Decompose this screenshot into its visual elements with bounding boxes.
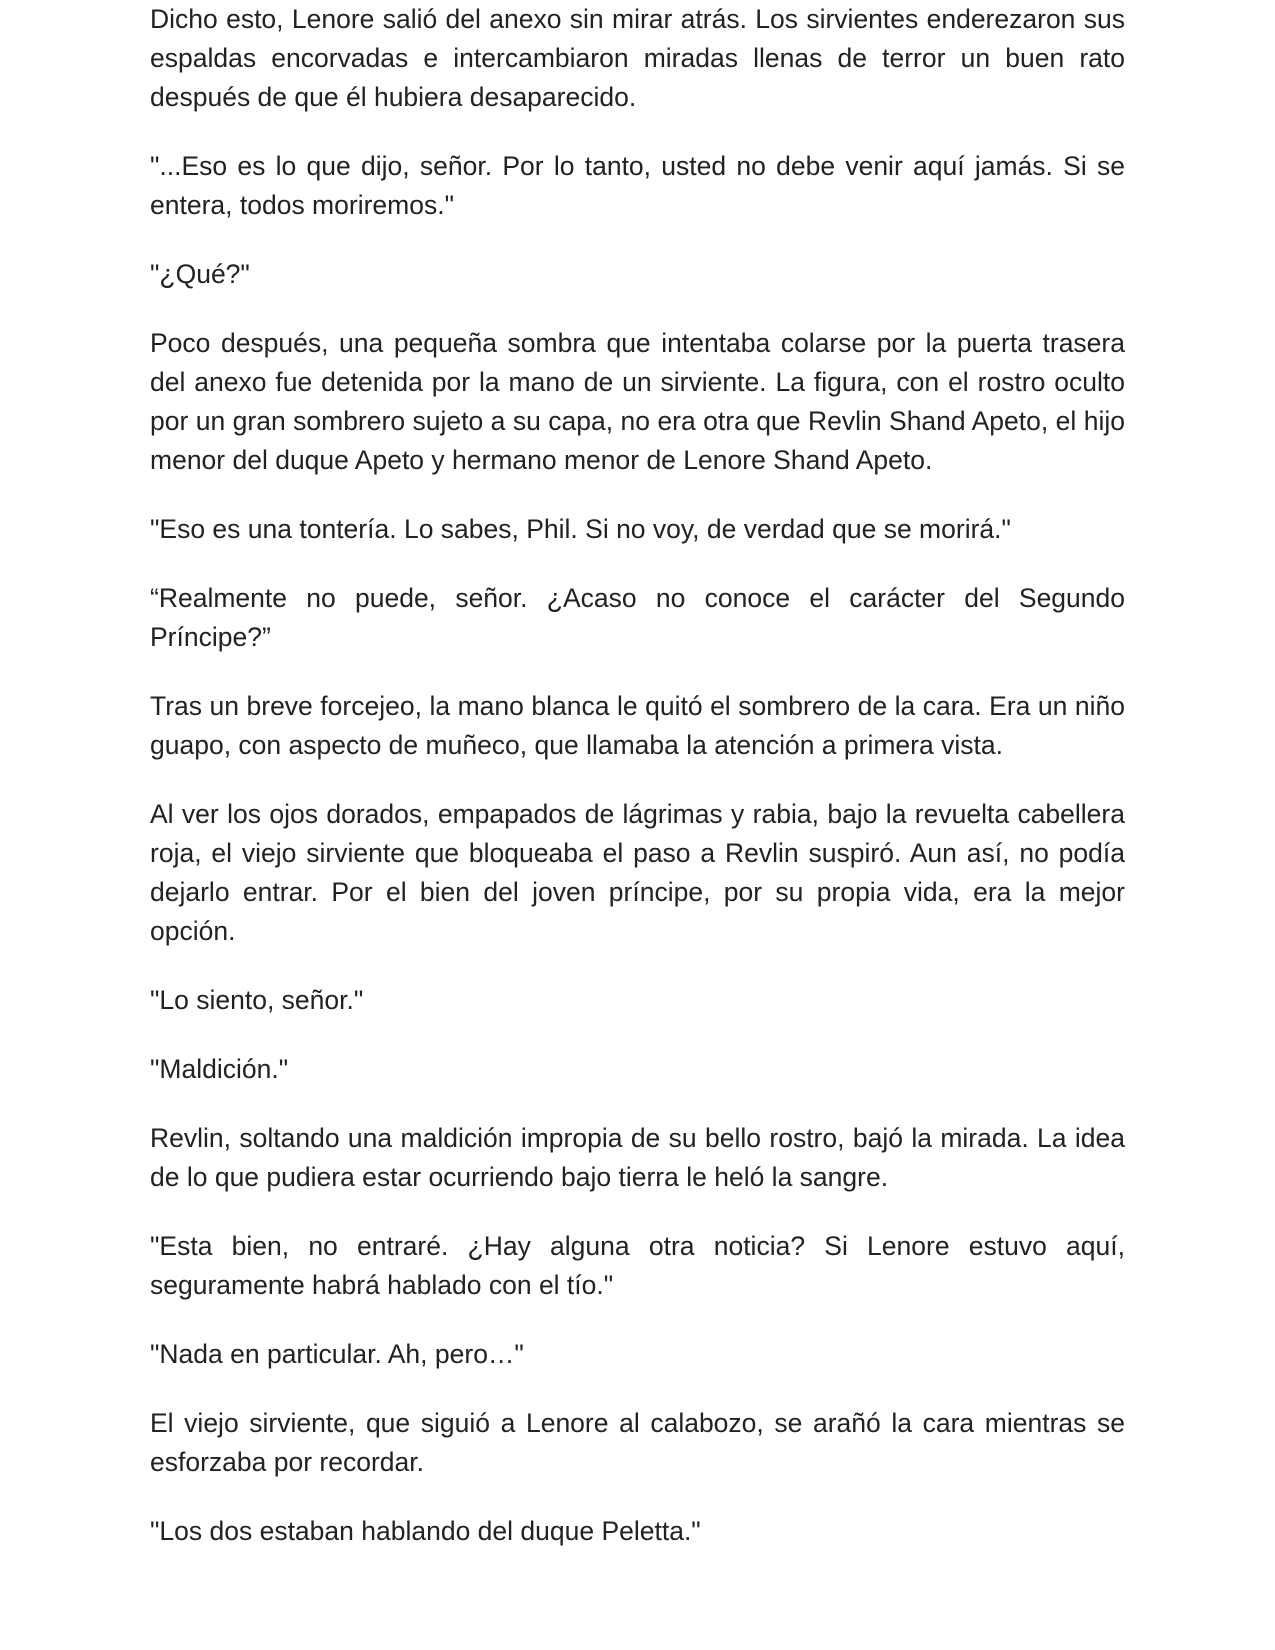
- paragraph-14: El viejo sirviente, que siguió a Lenore al calabozo, se arañó la cara mientras se esforzaba por recordar.: [150, 1408, 1125, 1477]
- document-page: [150, 0, 1125, 1581]
- paragraph-15: "Los dos estaban hablando del duque Peletta.": [150, 1516, 701, 1546]
- paragraph-6: “Realmente no puede, señor. ¿Acaso no conoce el carácter del Segundo Príncipe?”: [150, 583, 1125, 652]
- paragraph-12: "Esta bien, no entraré. ¿Hay alguna otra noticia? Si Lenore estuvo aquí, seguramente habrá hablado con el tío.": [150, 1231, 1125, 1300]
- paragraph-2: "...Eso es lo que dijo, señor. Por lo tanto, usted no debe venir aquí jamás. Si se entera, todos moriremos.": [150, 151, 1125, 220]
- paragraph-3: "¿Qué?": [150, 259, 250, 289]
- paragraph-10: "Maldición.": [150, 1054, 289, 1084]
- paragraph-11: Revlin, soltando una maldición impropia de su bello rostro, bajó la mirada. La idea de lo que pudiera estar ocurriendo bajo tierra le heló la sangre.: [150, 1123, 1125, 1192]
- paragraph-4: Poco después, una pequeña sombra que intentaba colarse por la puerta trasera del anexo fue detenida por la mano de un sirviente. La figura, con el rostro oculto por un gran sombrero sujeto a su capa, no era otra que Revlin Shand Apeto, el hijo menor del duque Apeto y hermano menor de Lenore Shand Apeto.: [150, 328, 1125, 475]
- paragraph-5: "Eso es una tontería. Lo sabes, Phil. Si no voy, de verdad que se morirá.": [150, 514, 1011, 544]
- paragraph-8: Al ver los ojos dorados, empapados de lágrimas y rabia, bajo la revuelta cabellera roja, el viejo sirviente que bloqueaba el paso a Revlin suspiró. Aun así, no podía dejarlo entrar. Por el bien del joven príncipe, por su propia vida, era la mejor opción.: [150, 799, 1125, 946]
- paragraph-13: "Nada en particular. Ah, pero…": [150, 1339, 524, 1369]
- paragraph-1: Dicho esto, Lenore salió del anexo sin mirar atrás. Los sirvientes enderezaron sus espaldas encorvadas e intercambiaron miradas llenas de terror un buen rato después de que él hubiera desaparecido.: [150, 4, 1125, 112]
- paragraph-7: Tras un breve forcejeo, la mano blanca le quitó el sombrero de la cara. Era un niño guapo, con aspecto de muñeco, que llamaba la atención a primera vista.: [150, 691, 1125, 760]
- paragraph-9: "Lo siento, señor.": [150, 985, 364, 1015]
